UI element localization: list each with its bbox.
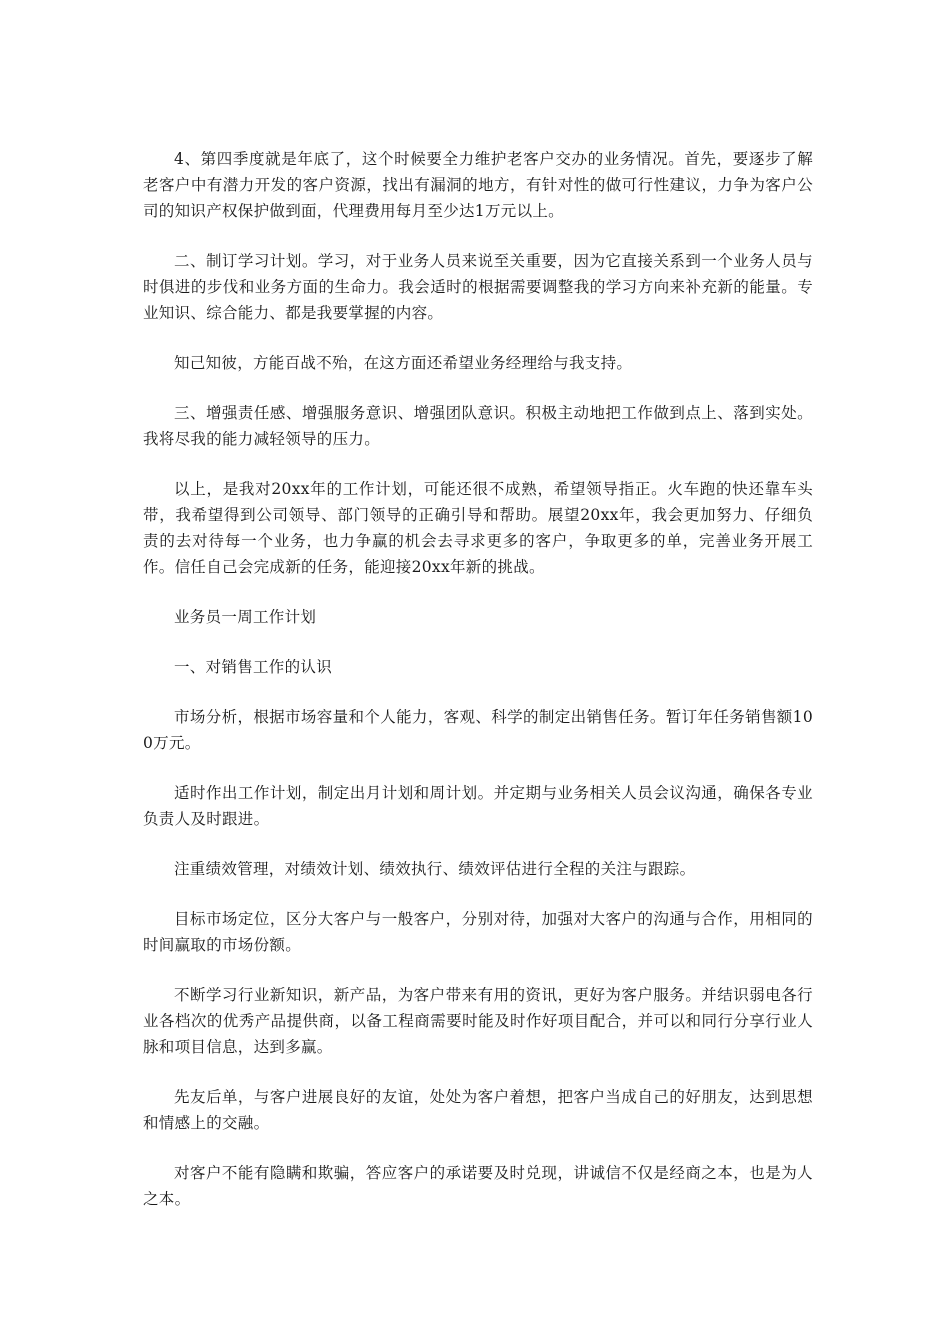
paragraph-performance: 注重绩效管理，对绩效计划、绩效执行、绩效评估进行全程的关注与跟踪。 — [174, 860, 696, 878]
paragraph-integrity: 对客户不能有隐瞒和欺骗，答应客户的承诺要及时兑现，讲诚信不仅是经商之本，也是为人之本。 — [143, 1164, 813, 1208]
paragraph-summary: 以上，是我对20xx年的工作计划，可能还很不成熟，希望领导指正。火车跑的快还靠车头带，我希望得到公司领导、部门领导的正确引导和帮助。展望20xx年，我会更加努力、仔细负责的去对待每一个业务，也力争赢的机会去寻求更多的客户，争取更多的单，完善业务开展工作。信任自己会完成新的任务，能迎接20xx年新的挑战。 — [143, 480, 813, 576]
paragraph-continuous-learning: 不断学习行业新知识，新产品，为客户带来有用的资讯，更好为客户服务。并结识弱电各行业各档次的优秀产品提供商，以备工程商需要时能及时作好项目配合，并可以和同行分享行业人脉和项目信息，达到多赢。 — [143, 986, 813, 1056]
paragraph-know-yourself: 知己知彼，方能百战不殆，在这方面还希望业务经理给与我支持。 — [174, 354, 633, 372]
paragraph-study-plan: 二、制订学习计划。学习，对于业务人员来说至关重要，因为它直接关系到一个业务人员与时俱进的步伐和业务方面的生命力。我会适时的根据需要调整我的学习方向来补充新的能量。专业知识、综合能力、都是我要掌握的内容。 — [143, 252, 813, 322]
paragraph-market-analysis: 市场分析，根据市场容量和个人能力，客观、科学的制定出销售任务。暂订年任务销售额100万元。 — [143, 708, 813, 752]
paragraph-work-plan: 适时作出工作计划，制定出月计划和周计划。并定期与业务相关人员会议沟通，确保各专业负责人及时跟进。 — [143, 784, 813, 828]
section-heading-sales-understanding: 一、对销售工作的认识 — [174, 658, 333, 676]
document-body — [143, 146, 813, 1236]
paragraph-q4-clients: 4、第四季度就是年底了，这个时候要全力维护老客户交办的业务情况。首先，要逐步了解老客户中有潜力开发的客户资源，找出有漏洞的地方，有针对性的做可行性建议，力争为客户公司的知识产权保护做到面，代理费用每月至少达1万元以上。 — [143, 150, 813, 220]
paragraph-friendship-first: 先友后单，与客户进展良好的友谊，处处为客户着想，把客户当成自己的好朋友，达到思想和情感上的交融。 — [143, 1088, 813, 1132]
paragraph-responsibility: 三、增强责任感、增强服务意识、增强团队意识。积极主动地把工作做到点上、落到实处。我将尽我的能力减轻领导的压力。 — [143, 404, 813, 448]
section-title-weekly-plan: 业务员一周工作计划 — [174, 608, 317, 626]
paragraph-target-market: 目标市场定位，区分大客户与一般客户，分别对待，加强对大客户的沟通与合作，用相同的时间赢取的市场份额。 — [143, 910, 813, 954]
